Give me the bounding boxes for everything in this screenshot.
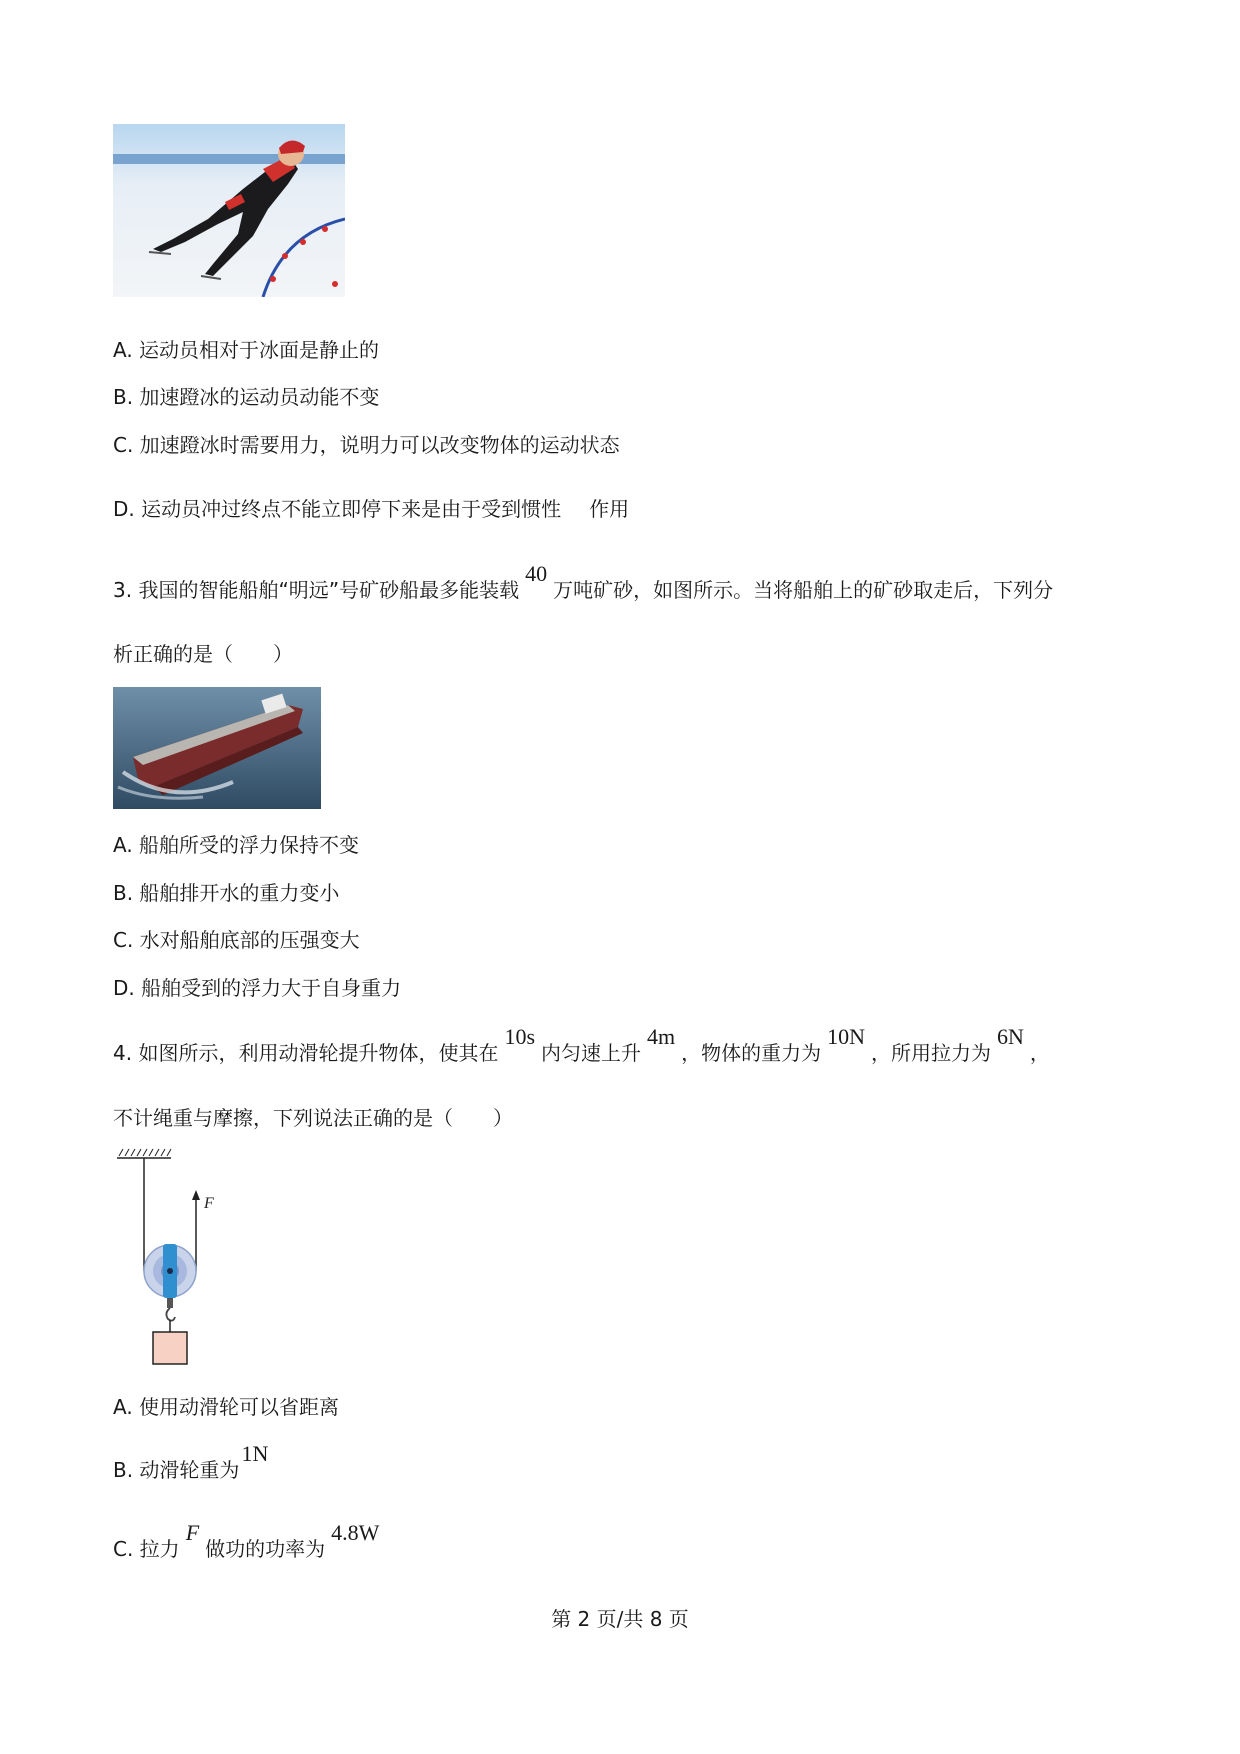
q2-option-c: C. 加速蹬冰时需要用力，说明力可以改变物体的运动状态 [113, 433, 620, 457]
q4-stem-part3: ，物体的重力为 [681, 1041, 822, 1065]
q3-stem-line2: 析正确的是（ ） [113, 642, 293, 666]
q4-option-c-text2: 做功的功率为 [205, 1537, 326, 1561]
q3-option-a: A. 船舶所受的浮力保持不变 [113, 833, 360, 857]
q4-option-c-var: F [185, 1520, 200, 1545]
q2-option-d [113, 495, 629, 523]
ship-photo [113, 687, 321, 809]
q3-stem-part2: 万吨矿砂，如图所示。当将船舶上的矿砂取走后，下列分 [553, 578, 1054, 602]
q4-option-b-text: B. 动滑轮重为 [113, 1458, 240, 1482]
q4-distance: 4m [647, 1024, 676, 1049]
skater-photo [113, 124, 345, 297]
q4-stem [113, 1024, 1050, 1067]
pulley-diagram [113, 1148, 223, 1380]
pulley-force-label: F [204, 1195, 214, 1212]
q3-stem [113, 561, 1054, 604]
q4-stem-line2: 不计绳重与摩擦，下列说法正确的是（ ） [113, 1106, 513, 1130]
q4-option-b-value: 1N [241, 1441, 269, 1466]
q2-option-b: B. 加速蹬冰的运动员动能不变 [113, 385, 380, 409]
q3-stem-part1: 3. 我国的智能船舶“明远”号矿砂船最多能装载 [113, 578, 520, 602]
q3-stem-value: 40 [525, 561, 548, 586]
page-footer: 第 2 页/共 8 页 [551, 1607, 689, 1631]
q4-stem-part2: 内匀速上升 [541, 1041, 642, 1065]
q2-option-d-suffix: 作用 [589, 497, 630, 521]
pulley-diagram-svg [113, 1148, 223, 1380]
q4-option-b [113, 1441, 274, 1484]
q3-option-d: D. 船舶受到的浮力大于自身重力 [113, 976, 402, 1000]
q4-stem-part1: 4. 如图所示，利用动滑轮提升物体，使其在 [113, 1041, 499, 1065]
q4-force: 6N [997, 1024, 1024, 1049]
q4-option-c-value: 4.8W [331, 1520, 380, 1545]
q4-option-a: A. 使用动滑轮可以省距离 [113, 1395, 340, 1419]
q2-option-d-prefix: D. 运动员冲过终点不能立即停下来是由于受到惯性 [113, 497, 562, 521]
q3-option-c: C. 水对船舶底部的压强变大 [113, 928, 360, 952]
q3-option-b: B. 船舶排开水的重力变小 [113, 881, 340, 905]
q4-weight: 10N [827, 1024, 866, 1049]
q4-time: 10s [504, 1024, 536, 1049]
q4-option-c [113, 1520, 385, 1563]
q4-stem-part5: ， [1029, 1041, 1050, 1065]
q4-stem-part4: ，所用拉力为 [871, 1041, 992, 1065]
q4-option-c-text1: C. 拉力 [113, 1537, 180, 1561]
q2-option-a: A. 运动员相对于冰面是静止的 [113, 338, 380, 362]
